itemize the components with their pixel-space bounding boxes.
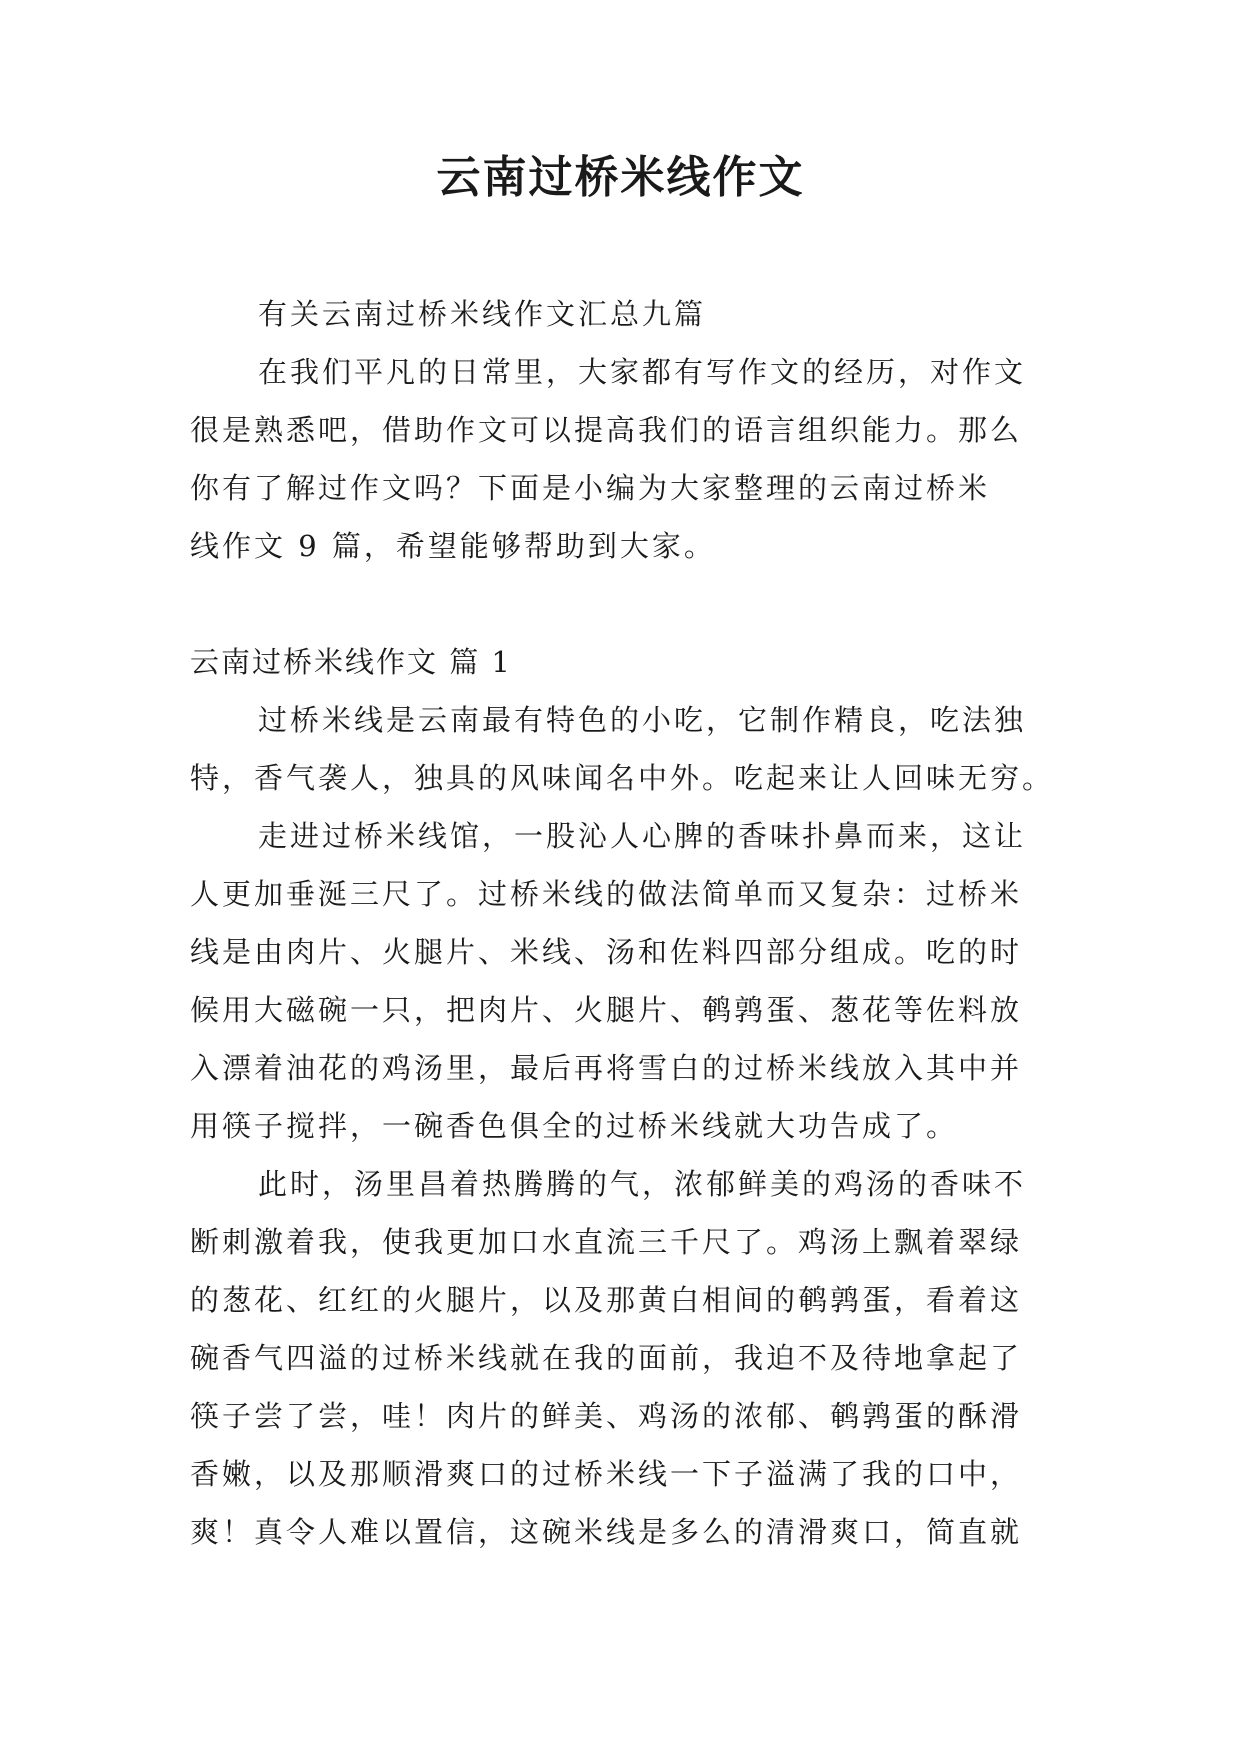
paragraph-line: 香嫩，以及那顺滑爽口的过桥米线一下子溢满了我的口中，	[190, 1457, 1023, 1491]
paragraph-line: 入漂着油花的鸡汤里，最后再将雪白的过桥米线放入其中并	[190, 1051, 1023, 1085]
paragraph-line: 线是由肉片、火腿片、米线、汤和佐料四部分组成。吃的时	[190, 935, 1023, 969]
intro-paragraph-line: 在我们平凡的日常里，大家都有写作文的经历，对作文	[258, 355, 1027, 389]
intro-subtitle: 有关云南过桥米线作文汇总九篇	[258, 297, 707, 331]
paragraph-line: 候用大磁碗一只，把肉片、火腿片、鹌鹑蛋、葱花等佐料放	[190, 993, 1023, 1027]
paragraph-line: 特，香气袭人，独具的风味闻名中外。吃起来让人回味无穷。	[190, 761, 1055, 795]
paragraph-line: 的葱花、红红的火腿片，以及那黄白相间的鹌鹑蛋，看着这	[190, 1283, 1023, 1317]
document-body	[190, 285, 1060, 1561]
document-title: 云南过桥米线作文	[436, 152, 805, 203]
paragraph-line: 此时，汤里昌着热腾腾的气，浓郁鲜美的鸡汤的香味不	[258, 1167, 1027, 1201]
intro-paragraph-line: 很是熟悉吧，借助作文可以提高我们的语言组织能力。那么	[190, 413, 1023, 447]
paragraph-line: 爽！真令人难以置信，这碗米线是多么的清滑爽口，简直就	[190, 1515, 1023, 1549]
section-gap	[190, 575, 1060, 633]
paragraph-line: 走进过桥米线馆，一股沁人心脾的香味扑鼻而来，这让	[258, 819, 1027, 853]
paragraph-line: 筷子尝了尝，哇！肉片的鲜美、鸡汤的浓郁、鹌鹑蛋的酥滑	[190, 1399, 1023, 1433]
paragraph-line: 碗香气四溢的过桥米线就在我的面前，我迫不及待地拿起了	[190, 1341, 1023, 1375]
paragraph-line: 过桥米线是云南最有特色的小吃，它制作精良，吃法独	[258, 703, 1027, 737]
paragraph-line: 断刺激着我，使我更加口水直流三千尺了。鸡汤上飘着翠绿	[190, 1225, 1023, 1259]
intro-paragraph-line: 你有了解过作文吗？下面是小编为大家整理的云南过桥米	[190, 471, 991, 505]
intro-paragraph-line: 线作文 9 篇，希望能够帮助到大家。	[190, 529, 716, 563]
section-heading: 云南过桥米线作文 篇 1	[190, 645, 512, 679]
paragraph-line: 用筷子搅拌，一碗香色俱全的过桥米线就大功告成了。	[190, 1109, 959, 1143]
paragraph-line: 人更加垂涎三尺了。过桥米线的做法简单而又复杂：过桥米	[190, 877, 1023, 911]
